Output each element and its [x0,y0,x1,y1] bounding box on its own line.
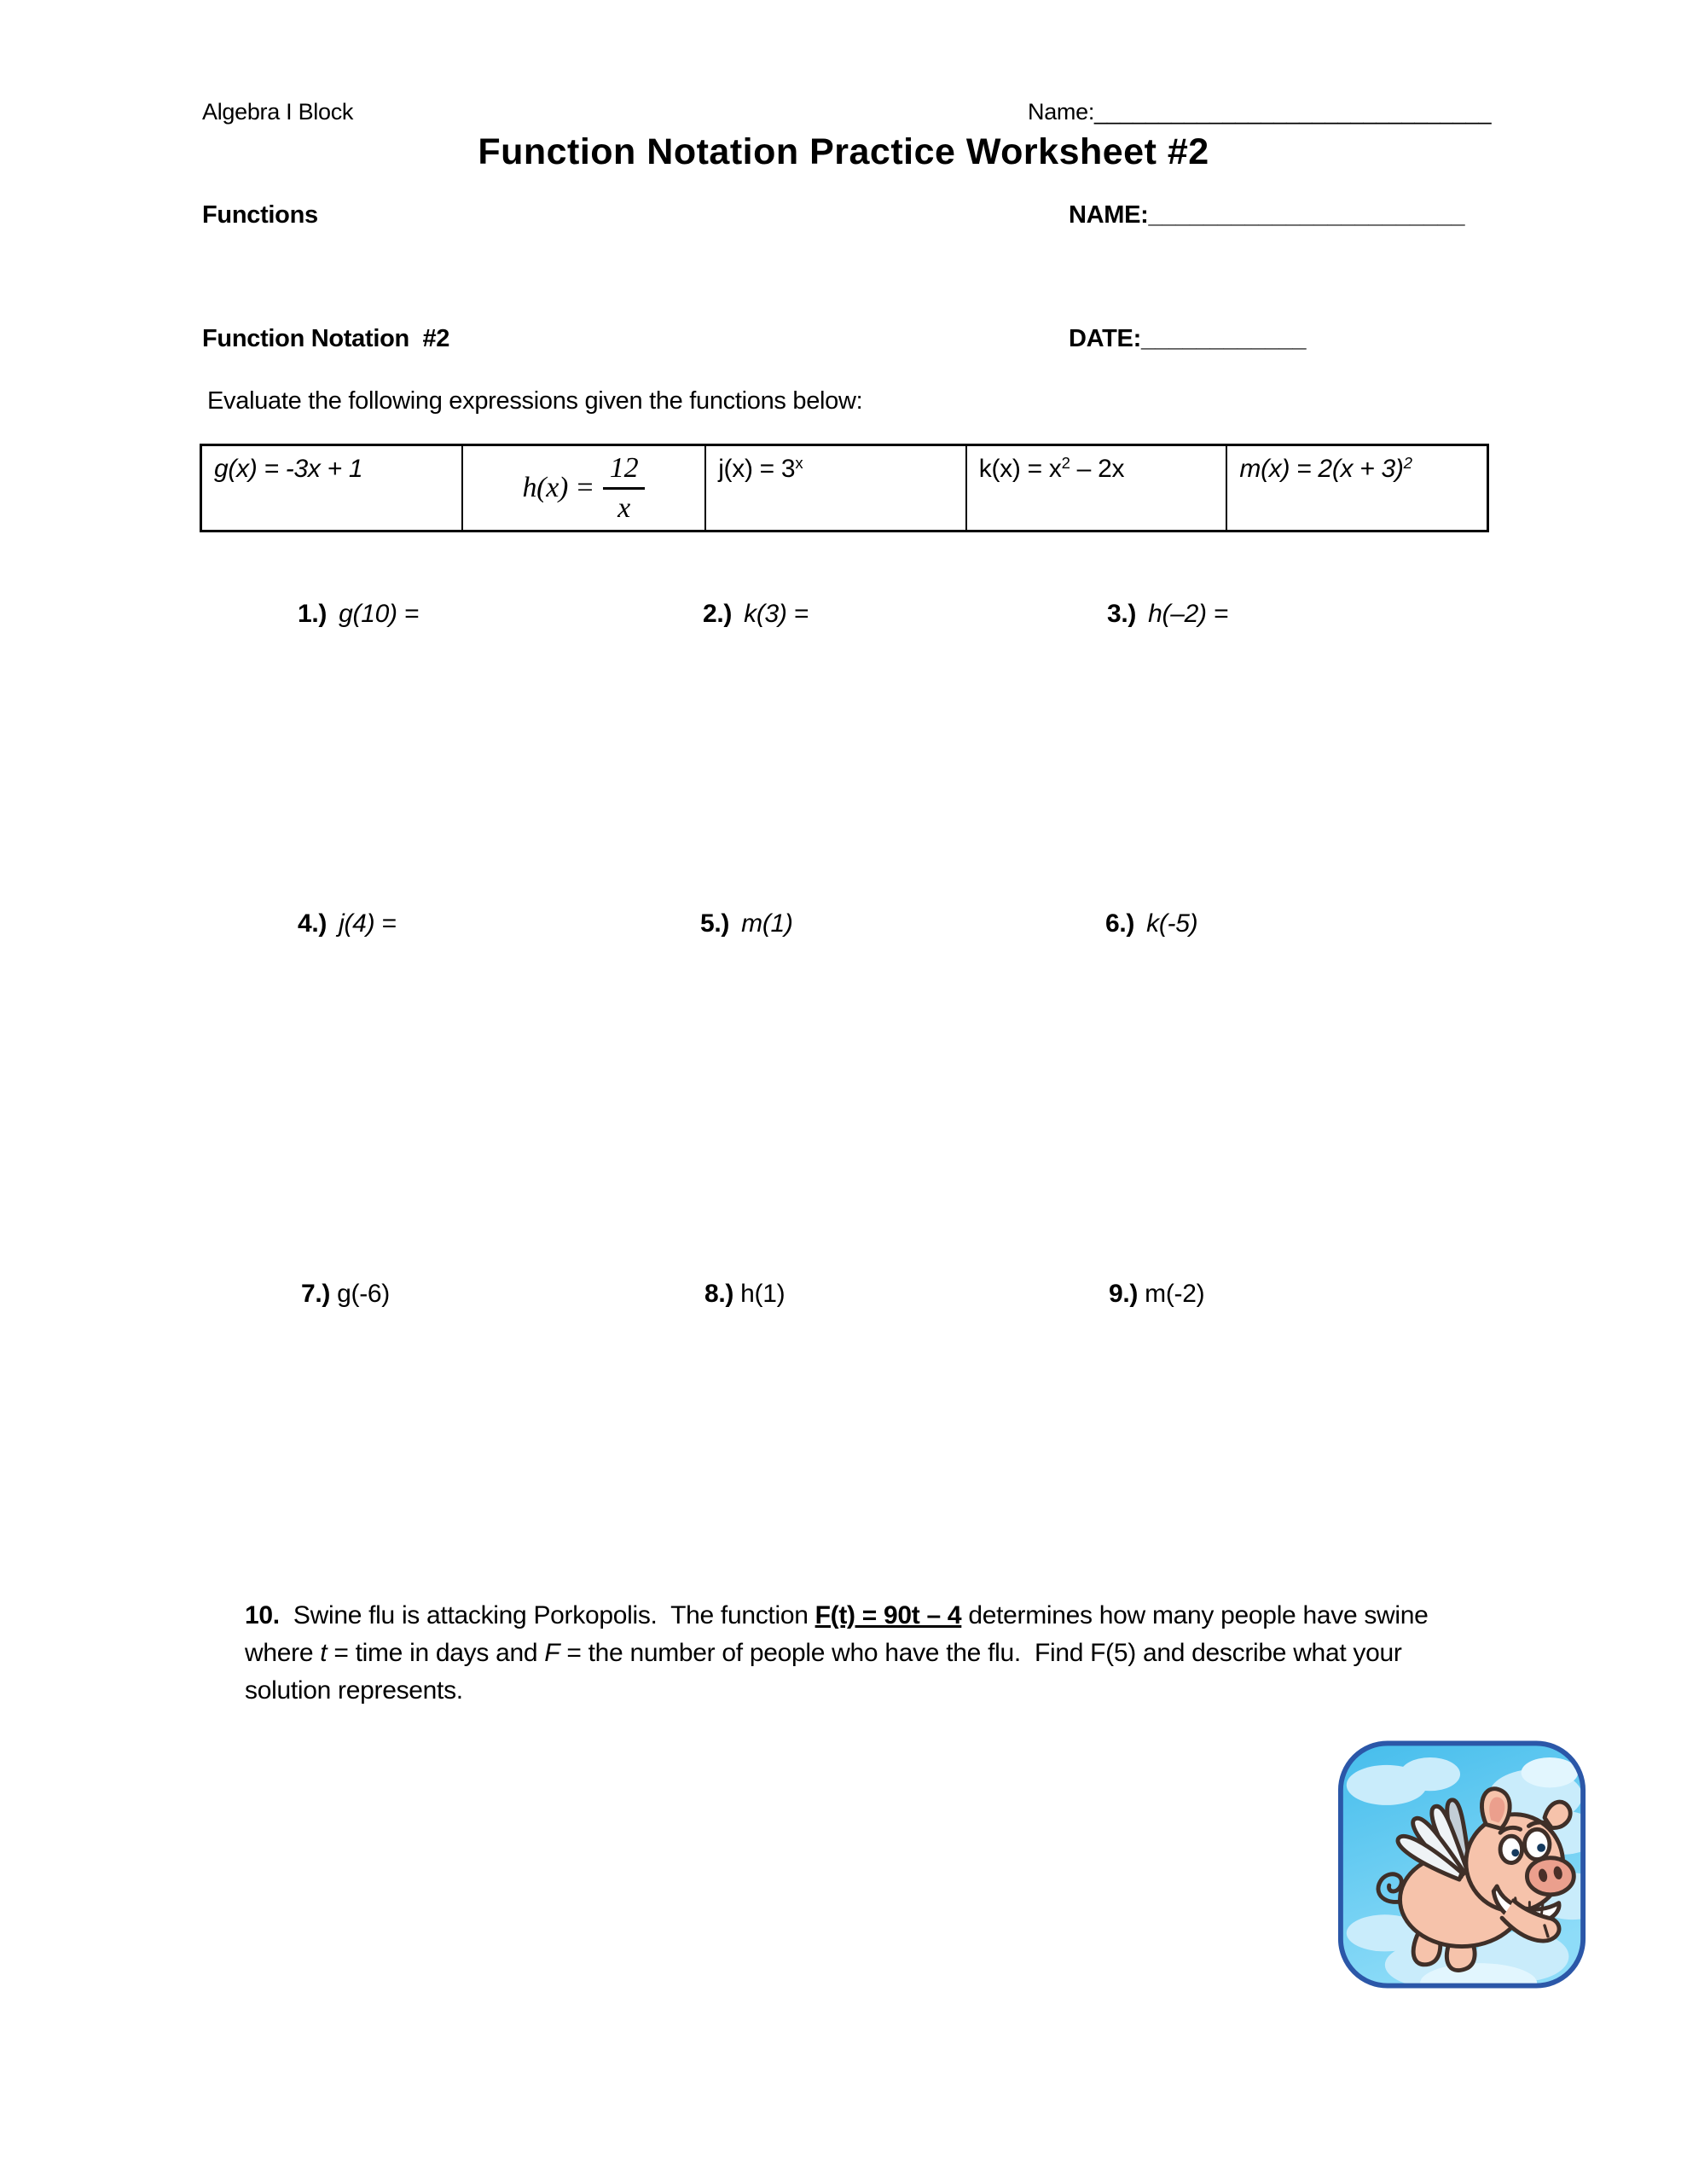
problem-8-expression: h(1) [740,1280,786,1308]
problem-5-expression: m(1) [741,909,793,938]
problem-6-number: 6.) [1105,909,1135,938]
function-cell-j [704,446,965,530]
m-exponent: 2 [1403,453,1412,472]
problem-2-expression: k(3) = [744,600,809,628]
name-line [1028,99,1492,125]
problem-10-text [245,1597,1483,1710]
h-fraction [603,451,645,524]
page-title: Function Notation Practice Worksheet #2 [478,131,1209,172]
name-caps-line [1069,201,1465,229]
pig-pupil-right [1537,1844,1545,1852]
problem-5 [700,909,793,938]
problem-6 [1105,909,1197,938]
problem-4-expression: j(4) = [339,909,397,938]
k-exponent: 2 [1061,453,1070,472]
problem-8 [704,1280,785,1309]
date-line [1069,325,1307,353]
function-cell-g: g(x) = -3x + 1 [214,455,363,483]
function-cell-k [965,446,1226,530]
k-rest: – 2x [1070,455,1125,483]
problem-1 [298,600,419,629]
problem-2 [703,600,809,629]
pig-eye-left [1500,1836,1522,1862]
date-label: DATE: [1069,325,1141,352]
problem-10-seg3: = time in days and [327,1639,545,1667]
section-heading: Function Notation #2 [202,325,450,352]
problem-9 [1109,1280,1204,1309]
problem-7 [301,1280,390,1309]
k-base: k(x) = x [978,455,1062,483]
j-base: j(x) = 3 [718,455,796,483]
problem-10-t-variable: t [320,1639,328,1667]
m-base: m(x) = 2(x + 3) [1239,455,1404,483]
problem-6-expression: k(-5) [1146,909,1198,938]
course-label: Algebra I Block [202,99,354,125]
name-blank-line: _______________________________ [1094,99,1492,125]
function-cell-m [1226,446,1487,530]
h-lhs: h(x) = [522,472,594,503]
problem-7-expression: g(-6) [337,1280,390,1308]
h-denominator: x [617,491,630,524]
problem-3 [1107,600,1228,629]
pig-eye-right [1525,1829,1550,1859]
problem-9-expression: m(-2) [1145,1280,1205,1308]
name-caps-label: NAME: [1069,201,1149,229]
pig-pupil-left [1511,1849,1519,1856]
functions-heading: Functions [202,201,318,229]
problem-7-number: 7.) [301,1280,331,1308]
function-cell-h [461,446,705,530]
problem-10-seg2: determines how many people have swine where [245,1601,1435,1667]
h-numerator: 12 [603,454,645,490]
problem-10-function-rule: F(t) = 90t – 4 [815,1601,962,1629]
pig-snout [1527,1858,1574,1895]
problem-10-number: 10. [245,1601,280,1629]
name-label: Name: [1028,99,1095,125]
problem-5-number: 5.) [700,909,730,938]
functions-table [200,444,1489,532]
problem-10-seg4: = the number of people who have the flu. Find F(5) and describe what your solution represents. [245,1639,1409,1705]
problem-1-expression: g(10) = [339,600,419,628]
problem-8-number: 8.) [704,1280,734,1308]
problem-10-f-variable: F [544,1639,560,1667]
j-exponent: x [795,453,803,472]
date-blank-line: ____________ [1140,325,1307,352]
problem-1-number: 1.) [298,600,328,628]
instructions-text: Evaluate the following expressions given the functions below: [207,387,863,415]
problem-4-number: 4.) [298,909,328,938]
problem-3-expression: h(–2) = [1148,600,1228,628]
problem-4 [298,909,397,938]
name-caps-blank-line: _______________________ [1148,201,1465,229]
problem-9-number: 9.) [1109,1280,1139,1308]
problem-2-number: 2.) [703,600,733,628]
problem-3-number: 3.) [1107,600,1137,628]
problem-10-seg1: Swine flu is attacking Porkopolis. The function [279,1601,815,1629]
flying-pig-icon [1336,1738,1587,1991]
